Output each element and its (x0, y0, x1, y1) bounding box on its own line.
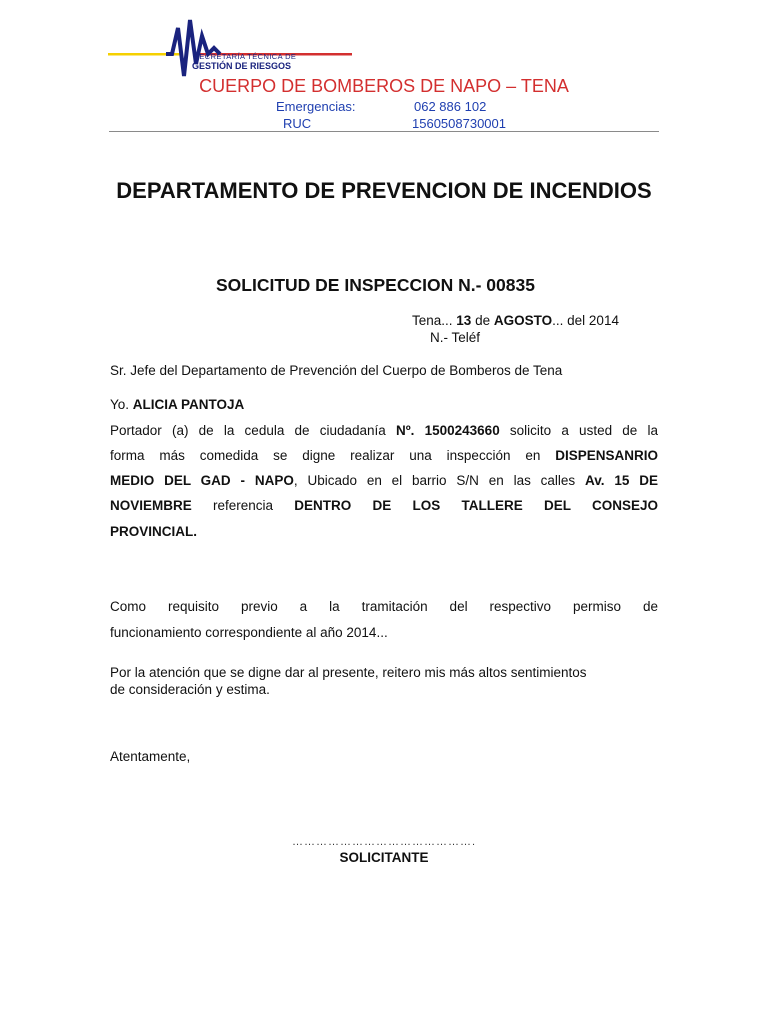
id-number: Nº. 1500243660 (396, 423, 500, 438)
closing-line-1: Por la atención que se digne dar al presente, reitero mis más altos sentimientos (110, 665, 587, 680)
logo-text-line2: GESTIÓN DE RIESGOS (192, 61, 292, 71)
body-text: forma más comedida se digne realizar una inspección en (110, 448, 541, 463)
body-line-4 (110, 493, 658, 518)
reference-text: DENTRO DE LOS TALLERE DEL CONSEJO (294, 498, 658, 513)
date-year: ... del 2014 (552, 313, 619, 328)
body-line-5 (110, 519, 658, 544)
addressee: Sr. Jefe del Departamento de Prevención del Cuerpo de Bomberos de Tena (110, 363, 563, 378)
phone-line: N.- Teléf (430, 330, 481, 345)
date-de: de (475, 313, 491, 328)
applicant-line (110, 397, 244, 412)
requisite-line-2: funcionamiento correspondiente al año 2014... (110, 625, 388, 640)
department-title: DEPARTAMENTO DE PREVENCION DE INCENDIOS (116, 178, 652, 203)
body-line-1 (110, 418, 658, 443)
requisite-line-1: Como requisito previo a la tramitación del respectivo permiso de (110, 599, 658, 614)
body-line-2 (110, 443, 658, 468)
body-text: , Ubicado en el barrio S/N en las calles (293, 473, 576, 488)
date-month: AGOSTO (493, 313, 553, 328)
closing-line-2: de consideración y estima. (110, 682, 270, 697)
date-day: 13 (456, 313, 472, 328)
applicant-name: ALICIA PANTOJA (132, 397, 245, 412)
street-name: NOVIEMBRE (110, 498, 192, 513)
salutation: Atentamente, (110, 749, 191, 764)
emergency-label: Emergencias: (276, 99, 356, 114)
date-city: Tena... (412, 313, 453, 328)
header-divider (109, 131, 659, 132)
location-name: DISPENSANRIO (555, 448, 658, 463)
emergency-phone: 062 886 102 (414, 99, 487, 114)
body-text: solicito a usted de la (509, 423, 658, 438)
body-text: referencia (213, 498, 274, 513)
signature-label: SOLICITANTE (339, 850, 429, 865)
location-name: MEDIO DEL GAD - NAPO (110, 473, 294, 488)
logo-text-line1: SECRETARÍA TÉCNICA DE (194, 52, 297, 61)
street-name: Av. 15 DE (585, 473, 658, 488)
date-line (412, 313, 619, 328)
organization-title: CUERPO DE BOMBEROS DE NAPO – TENA (199, 76, 569, 96)
ruc-value: 1560508730001 (412, 116, 506, 131)
request-title: SOLICITUD DE INSPECCION N.- 00835 (216, 275, 535, 295)
ruc-label: RUC (283, 116, 312, 131)
body-text: Portador (a) de la cedula de ciudadanía (110, 423, 386, 438)
signature-line: ………………………………………. (291, 836, 477, 848)
body-line-3 (110, 468, 658, 493)
reference-text: PROVINCIAL. (110, 524, 198, 539)
applicant-prefix: Yo. (110, 397, 130, 412)
